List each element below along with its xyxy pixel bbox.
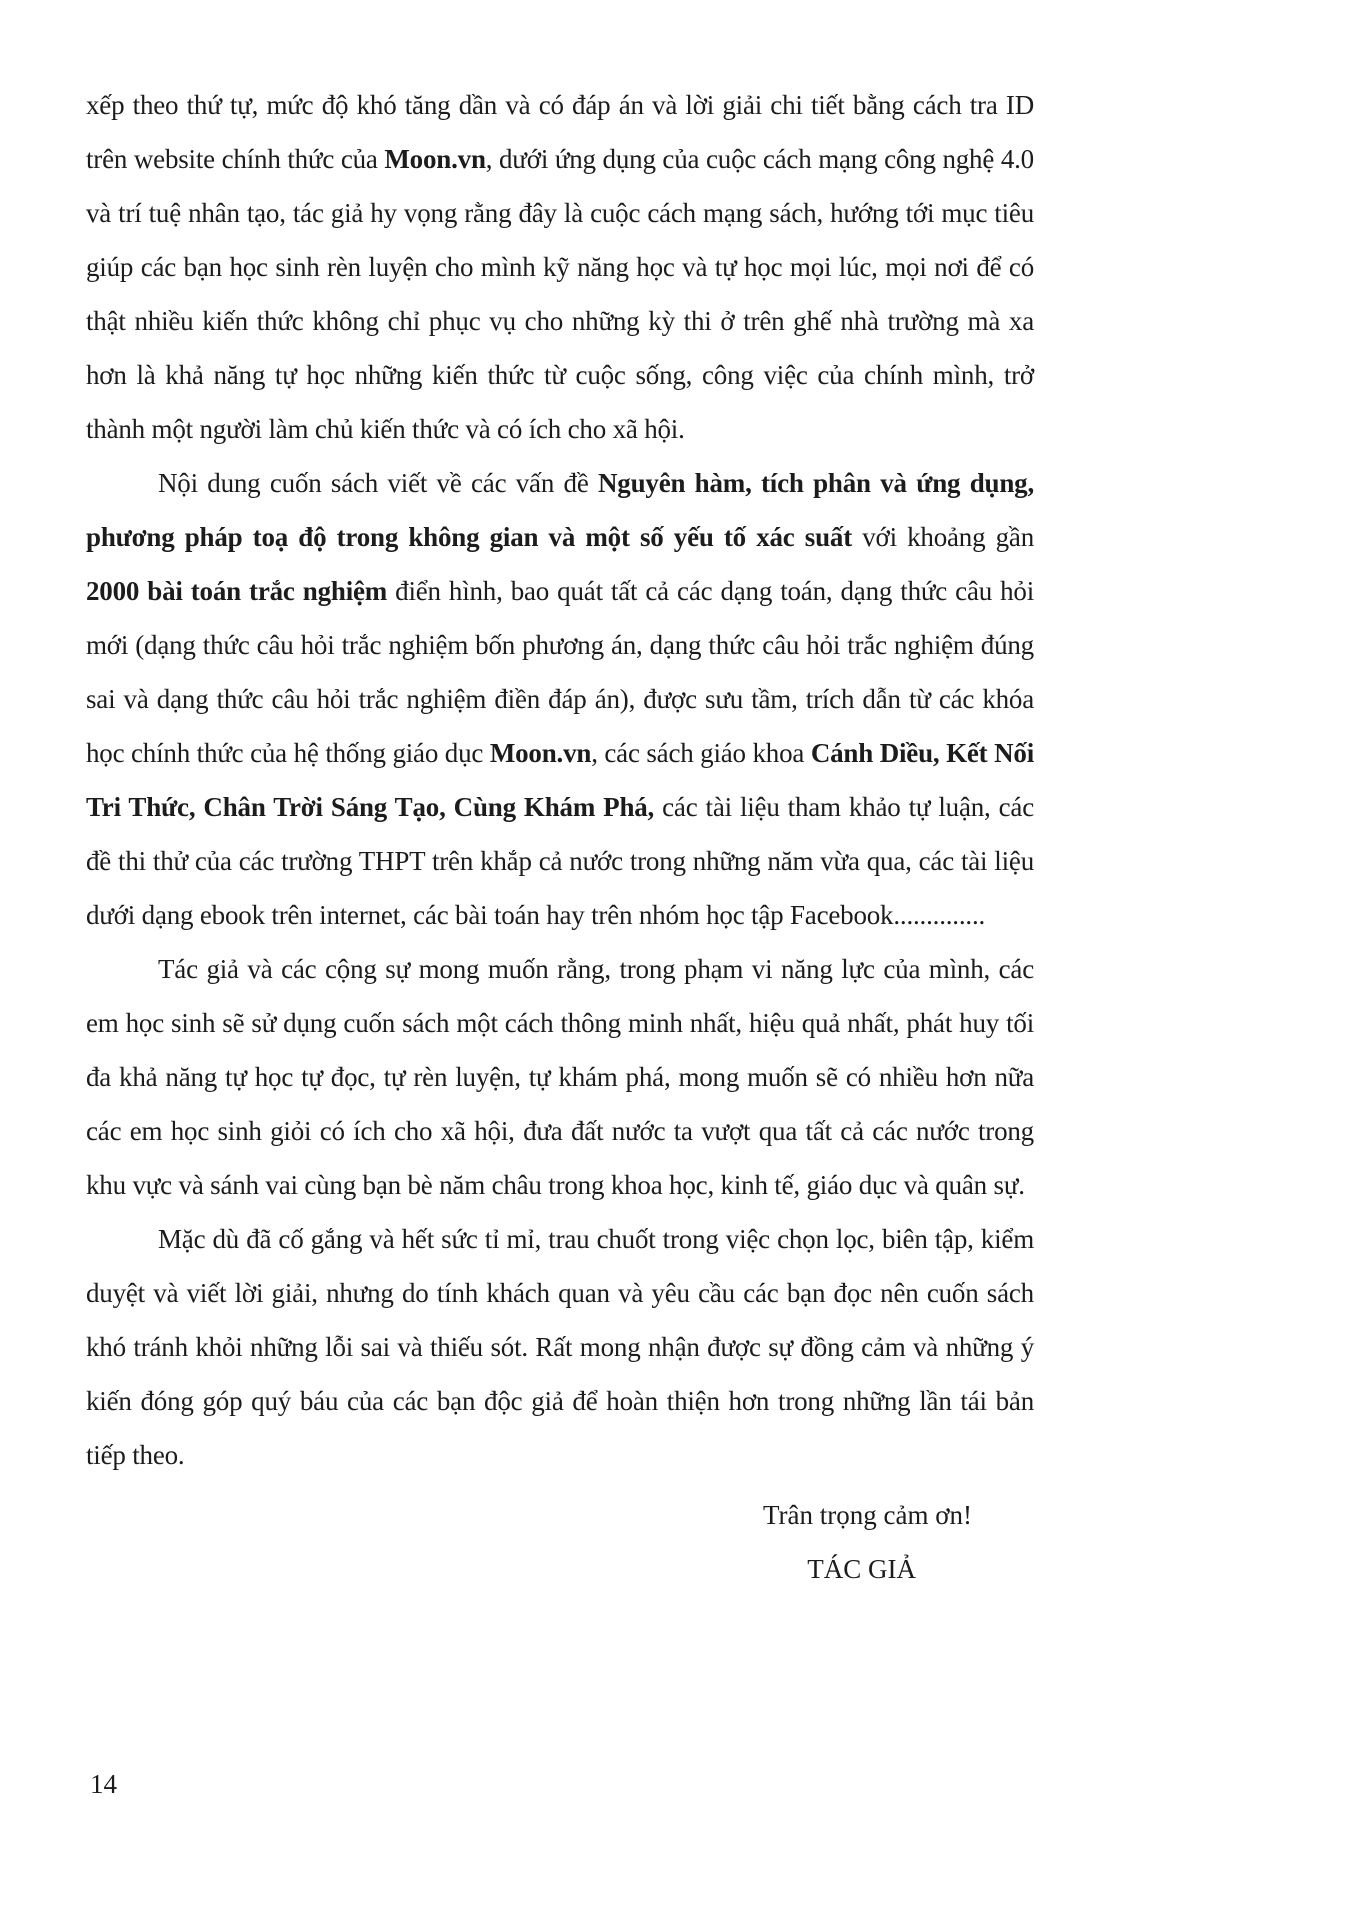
text-segment: Mặc dù đã cố gắng và hết sức tỉ mỉ, trau chuốt trong việc chọn lọc, biên tập, kiểm duyệt và viết lời giải, nhưng do tính khách quan và yêu cầu các bạn đọc nên cuốn sách khó tránh khỏi những lỗi sai và thiếu sót. Rất mong nhận được sự đồng cảm và những ý kiến đóng góp quý báu của các bạn độc giả để hoàn thiện hơn trong những lần tái bản tiếp theo. [86,1224,1034,1470]
closing-author-signature: TÁC GIẢ [807,1554,916,1584]
bold-text-segment: Moon.vn [384,144,486,174]
text-segment: các tài liệu tham khảo tự luận, các đề thi thử của các trường THPT trên khắp cả nước trong những năm vừa qua, các tài liệu dưới dạng ebook trên internet, các bài toán hay trên nhóm học tập Facebook.............. [86,792,1034,930]
bold-text-segment: 2000 bài toán trắc nghiệm [86,576,388,606]
text-segment: Tác giả và các cộng sự mong muốn rằng, trong phạm vi năng lực của mình, các em học sinh sẽ sử dụng cuốn sách một cách thông minh nhất, hiệu quả nhất, phát huy tối đa khả năng tự học tự đọc, tự rèn luyện, tự khám phá, mong muốn sẽ có nhiều hơn nữa các em học sinh giỏi có ích cho xã hội, đưa đất nước ta vượt qua tất cả các nước trong khu vực và sánh vai cùng bạn bè năm châu trong khoa học, kinh tế, giáo dục và quân sự. [86,954,1034,1200]
bold-text-segment: Moon.vn [489,738,592,768]
text-segment: điển hình, bao quát tất cả các dạng toán, dạng thức câu hỏi mới (dạng thức câu hỏi trắc nghiệm bốn phương án, dạng thức câu hỏi trắc nghiệm đúng sai và dạng thức câu hỏi trắc nghiệm điền đáp án), được sưu tầm, trích dẫn từ các khóa học chính thức của hệ thống giáo dục [86,576,1034,768]
text-segment: , các sách giáo khoa [591,738,811,768]
bold-text-segment: Cánh Diều, Kết Nối Tri Thức, Chân Trời Sáng Tạo, Cùng Khám Phá, [86,738,1034,822]
paragraph-continuation [86,78,1034,456]
page-number: 14 [90,1769,117,1799]
paragraph-author-wish [86,942,1034,1212]
text-segment: với khoảng gần [852,522,1035,552]
text-segment: Nội dung cuốn sách viết về các vấn đề [158,468,598,498]
closing-thanks: Trân trọng cảm ơn! [763,1500,972,1530]
text-segment: xếp theo thứ tự, mức độ khó tăng dần và có đáp án và lời giải chi tiết bằng cách tra ID trên website chính thức của [86,90,1034,174]
paragraph-book-content [86,456,1034,942]
text-segment: , dưới ứng dụng của cuộc cách mạng công nghệ 4.0 và trí tuệ nhân tạo, tác giả hy vọng rằng đây là cuộc cách mạng sách, hướng tới mục tiêu giúp các bạn học sinh rèn luyện cho mình kỹ năng học và tự học mọi lúc, mọi nơi để có thật nhiều kiến thức không chỉ phục vụ cho những kỳ thi ở trên ghế nhà trường mà xa hơn là khả năng tự học những kiến thức từ cuộc sống, công việc của chính mình, trở thành một người làm chủ kiến thức và có ích cho xã hội. [86,144,1034,444]
bold-text-segment: Nguyên hàm, tích phân và ứng dụng, phương pháp toạ độ trong không gian và một số yếu tố xác suất [86,468,1035,552]
page-content [86,78,1034,1596]
paragraph-apology [86,1212,1034,1482]
